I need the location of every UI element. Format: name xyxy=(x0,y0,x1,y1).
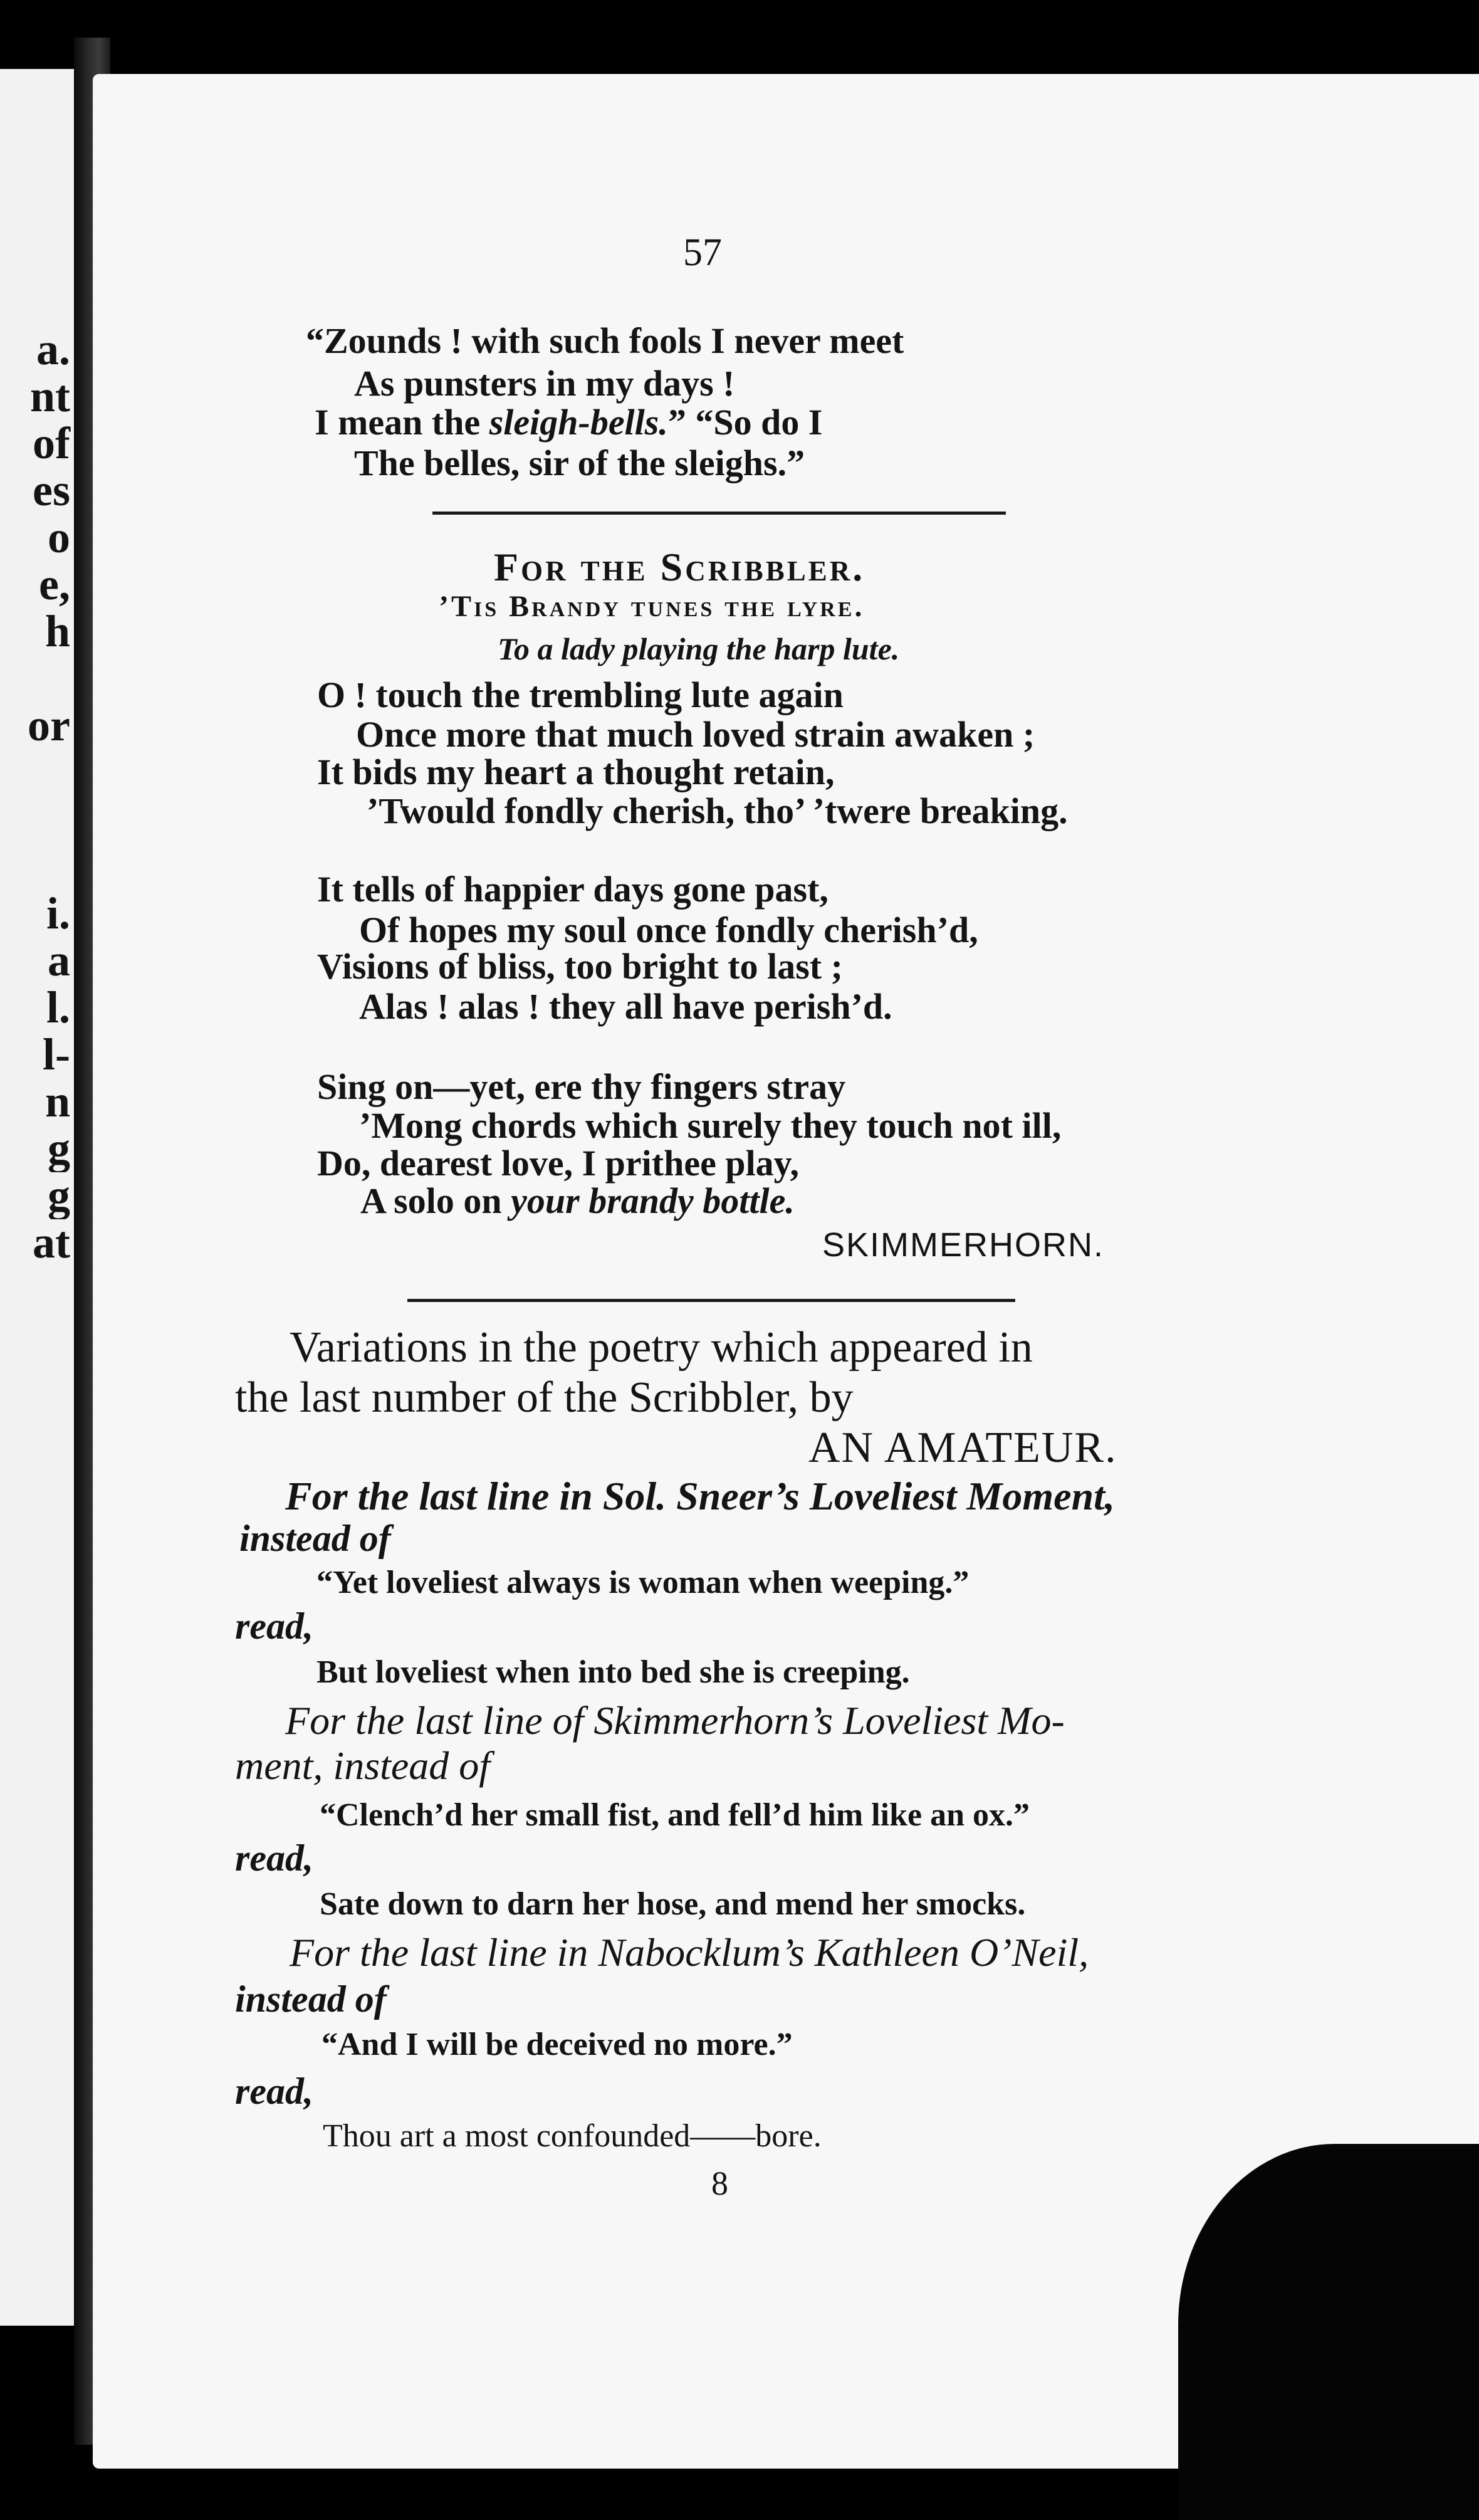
signature: SKIMMERHORN. xyxy=(822,1226,1105,1264)
poem-line: O ! touch the trembling lute again xyxy=(317,675,844,715)
left-fragment xyxy=(0,796,74,843)
hand-shadow xyxy=(1178,2144,1479,2520)
left-fragment: l- xyxy=(43,1031,70,1078)
page-number: 57 xyxy=(683,231,722,274)
left-fragment: es xyxy=(33,467,70,514)
signature-mark: 8 xyxy=(711,2165,728,2202)
left-fragment xyxy=(0,843,74,890)
stanza-line: “Zounds ! with such fools I never meet xyxy=(306,320,904,361)
variations-author: AN AMATEUR. xyxy=(808,1424,1117,1472)
variation-replacement: But loveliest when into bed she is creeping. xyxy=(316,1654,910,1690)
variations-intro: the last number of the Scribbler, by xyxy=(235,1373,854,1422)
poem-line: Alas ! alas ! they all have perish’d. xyxy=(359,986,892,1027)
left-fragment: o xyxy=(48,514,70,561)
poem-line: ’Twould fondly cherish, tho’ ’twere breaking. xyxy=(367,790,1068,831)
left-fragment xyxy=(0,749,74,796)
stanza-line: The belles, sir of the sleighs.” xyxy=(354,443,805,483)
poem-line: Of hopes my soul once fondly cherish’d, xyxy=(359,910,978,950)
variation-heading: For the last line in Sol. Sneer’s Loveliest Moment, xyxy=(285,1474,1115,1518)
poem-line: ’Mong chords which surely they touch not ill, xyxy=(359,1105,1062,1146)
poem-italic: your brandy bottle. xyxy=(511,1180,795,1221)
left-fragment: h xyxy=(44,608,70,655)
left-page-text-fragments xyxy=(0,326,74,1266)
poem-title: ’Tis Brandy tunes the lyre. xyxy=(439,590,865,623)
instead-of-label: instead of xyxy=(235,1978,387,2020)
left-fragment: of xyxy=(33,420,70,467)
read-label: read, xyxy=(235,1837,313,1879)
left-fragment: a. xyxy=(36,326,70,373)
left-fragment: g xyxy=(48,1172,70,1219)
stanza-line: As punsters in my days ! xyxy=(354,363,735,404)
poem-line: Do, dearest love, I prithee play, xyxy=(317,1143,799,1184)
variation-original: “Clench’d her small fist, and fell’d him like an ox.” xyxy=(320,1797,1030,1833)
variation-heading: For the last line in Nabocklum’s Kathleen O’Neil, xyxy=(290,1930,1089,1975)
poem-line: It bids my heart a thought retain, xyxy=(317,752,835,792)
stanza-italic: sleigh-bells. xyxy=(489,402,668,443)
poem-text: A solo on xyxy=(360,1180,511,1221)
read-label: read, xyxy=(235,1605,313,1647)
variation-replacement: Thou art a most confounded——bore. xyxy=(323,2118,822,2154)
stanza-text: I mean the xyxy=(315,402,489,443)
left-fragment: l. xyxy=(46,984,70,1031)
poem-line xyxy=(360,1180,795,1222)
left-fragment: a xyxy=(48,937,70,984)
poem-line: It tells of happier days gone past, xyxy=(317,869,828,910)
left-fragment: or xyxy=(28,702,70,749)
variation-heading: For the last line of Skimmerhorn’s Loveliest Mo- xyxy=(285,1698,1065,1743)
left-fragment: nt xyxy=(29,373,70,420)
instead-of-label: instead of xyxy=(239,1518,391,1559)
left-fragment: g xyxy=(48,1125,70,1172)
divider-rule xyxy=(407,1299,1015,1302)
poem-subtitle: To a lady playing the harp lute. xyxy=(498,631,900,666)
left-fragment: n xyxy=(44,1078,70,1125)
stanza-text: ” “So do I xyxy=(667,402,823,443)
poem-line: Once more that much loved strain awaken ; xyxy=(356,714,1035,755)
variation-replacement: Sate down to darn her hose, and mend her smocks. xyxy=(320,1886,1026,1922)
left-fragment: i. xyxy=(46,890,70,937)
section-heading: For the Scribbler. xyxy=(494,545,865,589)
poem-line: Visions of bliss, too bright to last ; xyxy=(317,946,843,987)
stanza-line xyxy=(315,401,822,443)
variation-heading: ment, instead of xyxy=(235,1743,491,1788)
read-label: read, xyxy=(235,2071,313,2112)
variation-original: “And I will be deceived no more.” xyxy=(321,2027,793,2062)
left-fragment: e, xyxy=(39,561,70,608)
variation-original: “Yet loveliest always is woman when weeping.” xyxy=(316,1565,969,1600)
left-fragment: at xyxy=(33,1219,70,1266)
poem-line: Sing on—yet, ere thy fingers stray xyxy=(317,1066,846,1107)
divider-rule xyxy=(432,512,1006,515)
left-fragment xyxy=(0,655,74,702)
variations-intro: Variations in the poetry which appeared in xyxy=(290,1323,1033,1372)
